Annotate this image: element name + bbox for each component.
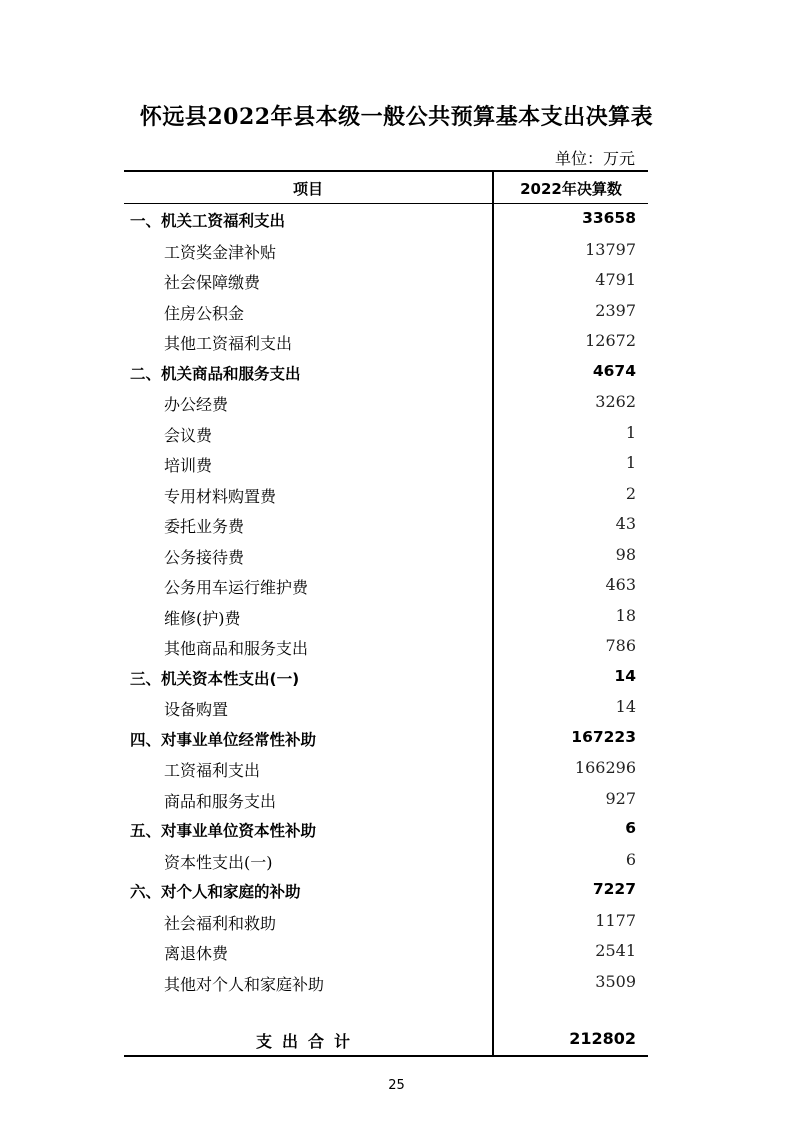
table-row [124,540,648,571]
row-label: 其他商品和服务支出 [164,639,309,658]
table-header [124,172,648,204]
table-row [124,387,648,418]
header-value: 2022年决算数 [520,180,622,198]
row-value: 166296 [574,758,636,777]
row-label: 专用材料购置费 [164,486,277,506]
row-label: 公务接待费 [164,547,245,567]
row-label: 其他对个人和家庭补助 [164,974,325,994]
row-label: 离退休费 [164,944,229,963]
row-value: 6 [625,819,636,837]
row-label: 社会福利和救助 [164,913,277,933]
row-value: 1 [625,453,636,472]
row-label: 住房公积金 [164,303,245,323]
row-value: 463 [605,575,636,594]
row-value: 13797 [585,239,636,259]
category-row [124,723,648,754]
table-row [124,479,648,510]
table-row [124,906,648,937]
row-value: 98 [615,544,636,564]
row-value: 927 [605,788,636,808]
row-value: 3262 [595,392,636,411]
row-value: 786 [605,636,636,655]
table-row [124,631,648,662]
row-value: 4791 [595,270,636,289]
row-value: 7227 [592,880,636,898]
table-row [124,296,648,327]
row-label: 工资奖金津补贴 [164,242,277,262]
category-row [124,662,648,693]
total-row [124,1025,648,1055]
row-value: 2 [625,483,636,503]
row-label: 会议费 [164,425,213,445]
table-row [124,418,648,449]
table-body [124,204,648,997]
page-title: 怀远县2022年县本级一般公共预算基本支出决算表 [139,104,654,130]
table-row [124,570,648,601]
table-row [124,845,648,876]
table-row [124,936,648,967]
total-value: 212802 [569,1029,636,1048]
row-label: 其他工资福利支出 [164,334,293,353]
table-row [124,784,648,815]
expenditure-table [124,170,648,1057]
table-row [124,692,648,723]
category-row [124,814,648,845]
table-row [124,448,648,479]
row-label: 工资福利支出 [164,761,261,780]
row-value: 43 [615,514,636,533]
row-value: 2397 [595,300,636,320]
row-value: 6 [625,849,636,869]
table-row [124,326,648,357]
page-number: 25 [388,1078,405,1093]
total-label: 支出合计 [255,1032,360,1051]
row-value: 1177 [595,910,636,930]
unit-label: 单位：万元 [555,149,636,168]
row-label: 维修(护)费 [164,608,241,628]
table-row [124,967,648,998]
row-label: 办公经费 [164,395,229,414]
row-value: 3509 [595,971,636,991]
row-value: 14 [614,666,636,685]
row-label: 资本性支出(一) [164,852,273,872]
row-value: 2541 [595,941,636,960]
row-label: 五、对事业单位资本性补助 [130,822,317,840]
row-value: 4674 [592,361,636,380]
category-row [124,357,648,388]
table-row [124,265,648,296]
row-label: 一、机关工资福利支出 [130,212,286,230]
row-label: 三、机关资本性支出(一) [130,669,300,688]
table-row [124,601,648,632]
category-row [124,204,648,235]
table-row [124,753,648,784]
table-row [124,509,648,540]
row-label: 培训费 [164,456,213,475]
row-label: 设备购置 [164,700,229,719]
row-label: 二、机关商品和服务支出 [130,364,301,383]
row-value: 33658 [582,209,636,227]
row-value: 167223 [571,727,636,746]
row-value: 18 [615,605,636,625]
row-value: 14 [615,697,636,716]
header-item: 项目 [292,180,323,198]
row-label: 四、对事业单位经常性补助 [130,730,317,749]
row-label: 商品和服务支出 [164,791,277,811]
category-row [124,875,648,906]
row-label: 公务用车运行维护费 [164,578,309,597]
row-value: 1 [625,422,636,442]
row-label: 委托业务费 [164,517,245,536]
row-label: 六、对个人和家庭的补助 [130,883,301,901]
row-label: 社会保障缴费 [164,273,261,292]
table-row [124,235,648,266]
row-value: 12672 [585,331,636,350]
